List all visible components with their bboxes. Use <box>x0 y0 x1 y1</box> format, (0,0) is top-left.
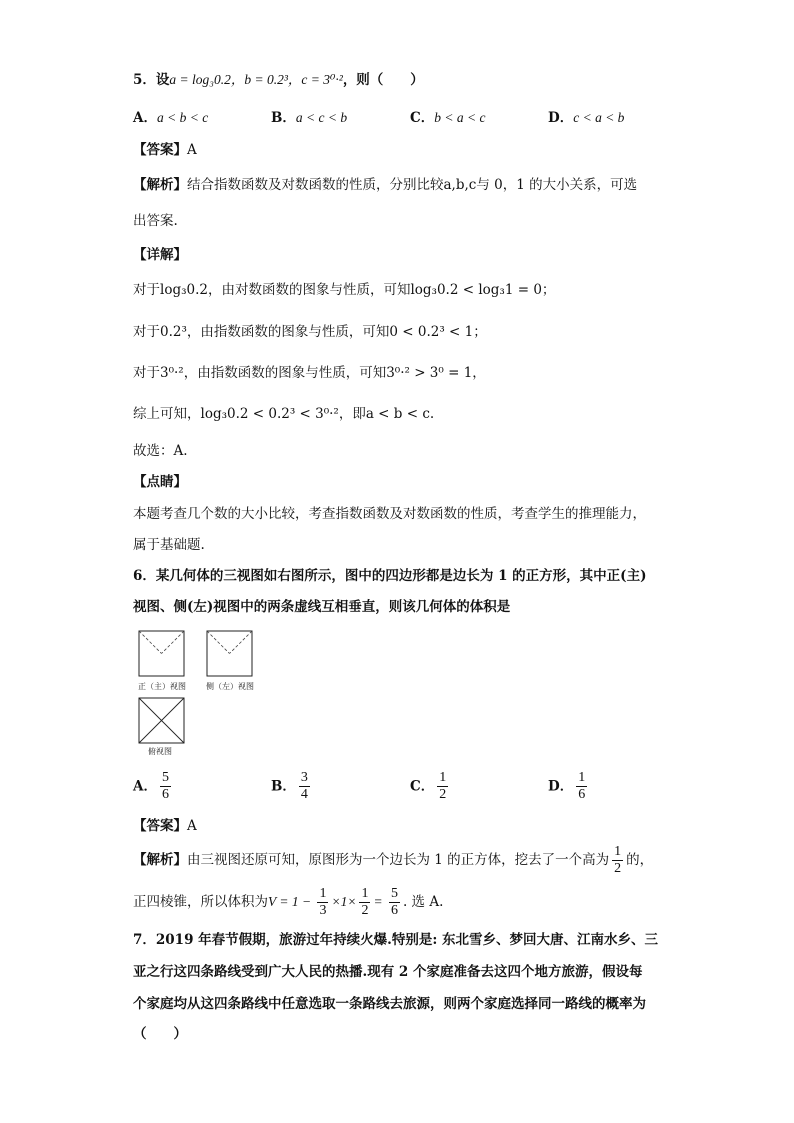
q5-analysis-2: 出答案. <box>133 213 178 229</box>
q5-comment-tag: 【点睛】 <box>133 474 187 490</box>
q5-comment-1: 本题考查几个数的大小比较，考查指数函数及对数函数的性质，考查学生的推理能力， <box>133 506 646 522</box>
q6-volume-formula: V = 1 − $\frac{1}{3}$ ×1× $\frac{1}{2}$ = $\frac{5}{6}$ <box>268 886 398 919</box>
q5-choose: 故选：A. <box>133 443 188 459</box>
side-view-caption: 侧（左）视图 <box>206 682 254 691</box>
q7-stem-1: 7．2019 年春节假期，旅游过年持续火爆.特别是: 东北雪乡、梦回大唐、江南水乡、三 <box>133 932 659 948</box>
q7-stem-2: 亚之行这四条路线受到广大人民的热播.现有 2 个家庭准备去这四个地方旅游，假设每 <box>133 964 643 980</box>
q6-answer: 【答案】A <box>133 818 197 834</box>
three-view-top-row <box>138 630 263 680</box>
q5-detail-3: 对于3⁰·²，由指数函数的图象与性质，可知3⁰·² > 3⁰ = 1， <box>133 365 486 381</box>
q5-analysis-1: 【解析】结合指数函数及对数函数的性质，分别比较a,b,c与 0，1 的大小关系，可选 <box>133 177 638 193</box>
q6-option-a[interactable]: A． $\frac{5}{6}$ <box>133 770 169 802</box>
q5-option-c[interactable]: C．b < a < c <box>410 110 486 126</box>
q5-stem-math: a = log₃0.2，b = 0.2³，c = 3⁰·² <box>169 72 343 87</box>
q6-analysis-1: 【解析】由三视图还原可知，原图形为一个边长为 1 的正方体，挖去了一个高为 $\frac{1}{2}$ 的， <box>133 844 654 876</box>
q7-stem-4: （ ） <box>133 1026 187 1042</box>
q6-stem-2: 视图、侧(左)视图中的两条虚线互相垂直，则该几何体的体积是 <box>133 599 511 615</box>
q6-stem-1: 6．某几何体的三视图如右图所示，图中的四边形都是边长为 1 的正方形，其中正(主) <box>133 568 647 584</box>
q6-option-d[interactable]: D． $\frac{1}{6}$ <box>548 770 586 802</box>
q5-answer: 【答案】A <box>133 142 197 158</box>
side-view-square <box>207 631 252 676</box>
q5-stem-prefix: 5．设 <box>133 72 170 88</box>
top-view-caption: 俯视图 <box>148 747 172 756</box>
q5-comment-2: 属于基础题. <box>133 537 205 553</box>
q5-option-a[interactable]: A．a < b < c <box>133 110 209 126</box>
q5-option-b[interactable]: B．a < c < b <box>271 110 348 126</box>
q5-detail-tag: 【详解】 <box>133 247 187 263</box>
top-view-square <box>138 697 188 745</box>
q6-option-c[interactable]: C． $\frac{1}{2}$ <box>410 770 447 802</box>
q5-detail-1: 对于log₃0.2，由对数函数的图象与性质，可知log₃0.2 < log₃1 = 0； <box>133 282 556 298</box>
q5-stem-suffix: ，则（ ） <box>342 72 424 88</box>
q5-option-d[interactable]: D．c < a < b <box>548 110 625 126</box>
front-view-square <box>139 631 184 676</box>
q7-stem-3: 个家庭均从这四条路线中任意选取一条路线去旅源，则两个家庭选择同一路线的概率为 <box>133 996 646 1012</box>
q5-detail-2: 对于0.2³，由指数函数的图象与性质，可知0 < 0.2³ < 1； <box>133 324 487 340</box>
q6-option-b[interactable]: B． $\frac{3}{4}$ <box>271 770 308 802</box>
q5-stem <box>133 70 424 90</box>
q6-analysis-2: 正四棱锥，所以体积为V = 1 − $\frac{1}{3}$ ×1× $\frac{1}{2}$ = $\frac{5}{6}$ . 选 A. <box>133 886 444 919</box>
q5-detail-4: 综上可知，log₃0.2 < 0.2³ < 3⁰·²，即a < b < c. <box>133 406 435 422</box>
front-view-caption: 正（主）视图 <box>138 682 186 691</box>
